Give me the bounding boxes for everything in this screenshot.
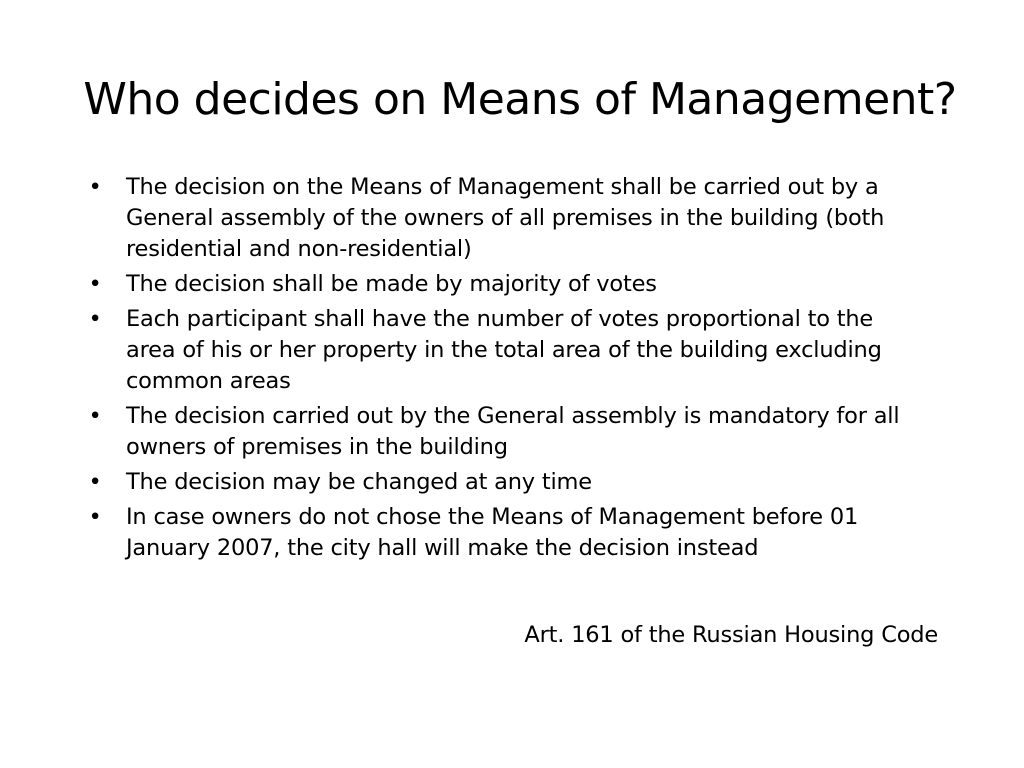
source-citation: Art. 161 of the Russian Housing Code [524, 622, 938, 648]
bullet-marker: • [88, 469, 102, 495]
bullet-text: The decision shall be made by majority of votes [126, 271, 657, 297]
bullet-text: The decision may be changed at any time [126, 469, 592, 495]
bullet-marker: • [88, 306, 102, 332]
bullet-marker: • [88, 504, 102, 530]
slide-title: Who decides on Means of Management? [83, 74, 957, 125]
bullet-marker: • [88, 403, 102, 429]
bullet-item [86, 269, 928, 300]
bullet-item [86, 172, 928, 265]
bullet-marker: • [88, 174, 102, 200]
bullet-item [86, 467, 928, 498]
bullet-text: The decision carried out by the General assembly is mandatory for all owners of premises in the building [126, 403, 900, 460]
bullet-list [86, 172, 928, 568]
bullet-text: Each participant shall have the number of votes proportional to the area of his or her property in the total area of the building excluding common areas [126, 306, 882, 394]
bullet-item [86, 502, 928, 564]
bullet-marker: • [88, 271, 102, 297]
bullet-text: The decision on the Means of Management shall be carried out by a General assembly of the owners of all premises in the building (both residential and non-residential) [126, 174, 885, 262]
bullet-item [86, 304, 928, 397]
bullet-text: In case owners do not chose the Means of Management before 01 January 2007, the city hall will make the decision instead [126, 504, 859, 561]
bullet-item [86, 401, 928, 463]
